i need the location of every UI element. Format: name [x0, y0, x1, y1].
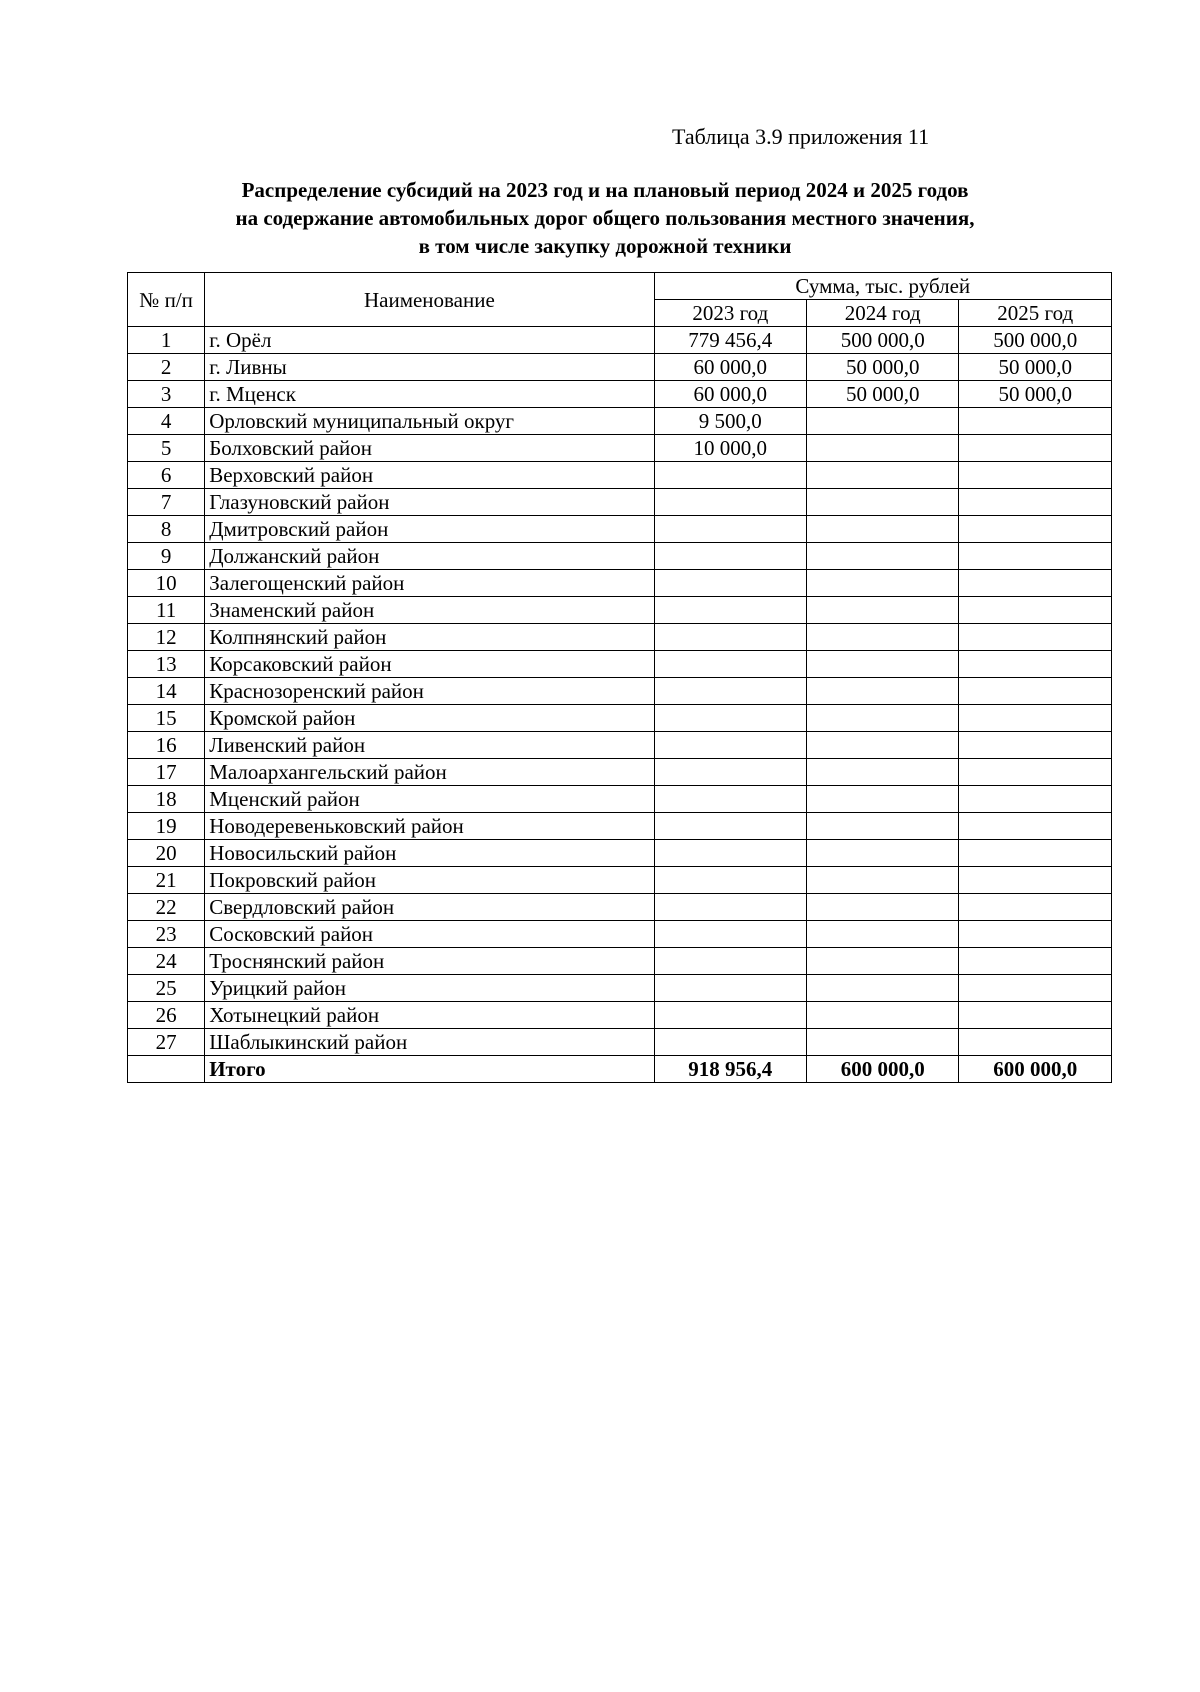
row-value-2024: [807, 840, 959, 867]
row-number: 18: [128, 786, 205, 813]
table-row: [128, 840, 1112, 867]
row-number: 15: [128, 705, 205, 732]
row-value-2023: [654, 705, 806, 732]
row-value-2025: [959, 705, 1112, 732]
row-number: 9: [128, 543, 205, 570]
row-value-2024: [807, 732, 959, 759]
row-value-2023: 60 000,0: [654, 381, 806, 408]
header-year-2025: 2025 год: [959, 300, 1112, 327]
row-value-2025: [959, 435, 1112, 462]
row-name: г. Ливны: [205, 354, 654, 381]
row-value-2025: [959, 678, 1112, 705]
table-row: [128, 975, 1112, 1002]
total-value-2024: 600 000,0: [807, 1056, 959, 1083]
row-value-2023: [654, 948, 806, 975]
row-number: 2: [128, 354, 205, 381]
row-value-2024: [807, 867, 959, 894]
row-value-2023: 10 000,0: [654, 435, 806, 462]
row-name: Дмитровский район: [205, 516, 654, 543]
row-value-2024: [807, 489, 959, 516]
table-row: [128, 921, 1112, 948]
row-value-2024: [807, 759, 959, 786]
row-name: Корсаковский район: [205, 651, 654, 678]
table-row: [128, 651, 1112, 678]
row-name: Болховский район: [205, 435, 654, 462]
row-value-2023: [654, 516, 806, 543]
appendix-reference: Таблица 3.9 приложения 11: [672, 124, 930, 149]
row-value-2024: [807, 570, 959, 597]
row-number: 16: [128, 732, 205, 759]
row-name: Кромской район: [205, 705, 654, 732]
row-name: Покровский район: [205, 867, 654, 894]
row-value-2025: [959, 462, 1112, 489]
row-value-2025: [959, 516, 1112, 543]
header-name: Наименование: [205, 273, 654, 327]
row-value-2023: 60 000,0: [654, 354, 806, 381]
document-title: [130, 176, 1080, 260]
header-num: № п/п: [128, 273, 205, 327]
row-number: 3: [128, 381, 205, 408]
row-value-2024: [807, 813, 959, 840]
table-row: [128, 354, 1112, 381]
row-name: Ливенский район: [205, 732, 654, 759]
row-number: 6: [128, 462, 205, 489]
row-number: 12: [128, 624, 205, 651]
table-body: [128, 327, 1112, 1083]
row-value-2024: [807, 705, 959, 732]
row-value-2024: [807, 597, 959, 624]
table-row: [128, 624, 1112, 651]
row-name: Глазуновский район: [205, 489, 654, 516]
row-value-2024: [807, 543, 959, 570]
table-row: [128, 705, 1112, 732]
subsidy-table: [127, 272, 1112, 1083]
row-value-2023: [654, 462, 806, 489]
table-row: [128, 813, 1112, 840]
table-row: [128, 732, 1112, 759]
row-number: 7: [128, 489, 205, 516]
row-name: Мценский район: [205, 786, 654, 813]
row-value-2023: [654, 975, 806, 1002]
row-value-2023: [654, 651, 806, 678]
row-value-2025: 500 000,0: [959, 327, 1112, 354]
row-name: Хотынецкий район: [205, 1002, 654, 1029]
row-value-2024: [807, 921, 959, 948]
row-value-2025: [959, 759, 1112, 786]
row-number: 26: [128, 1002, 205, 1029]
row-value-2024: [807, 624, 959, 651]
row-value-2023: [654, 894, 806, 921]
row-value-2025: [959, 921, 1112, 948]
table-row: [128, 894, 1112, 921]
row-value-2023: 779 456,4: [654, 327, 806, 354]
row-value-2023: [654, 786, 806, 813]
row-name: Колпнянский район: [205, 624, 654, 651]
row-number: 17: [128, 759, 205, 786]
row-number: 5: [128, 435, 205, 462]
row-name: Троснянский район: [205, 948, 654, 975]
table-row: [128, 408, 1112, 435]
row-value-2025: [959, 867, 1112, 894]
table-row: [128, 489, 1112, 516]
row-value-2023: [654, 624, 806, 651]
row-name: Новодеревеньковский район: [205, 813, 654, 840]
table-row: [128, 597, 1112, 624]
row-number: 19: [128, 813, 205, 840]
row-name: Малоархангельский район: [205, 759, 654, 786]
row-name: Орловский муниципальный округ: [205, 408, 654, 435]
row-value-2025: [959, 894, 1112, 921]
row-name: Краснозоренский район: [205, 678, 654, 705]
row-value-2025: [959, 597, 1112, 624]
header-year-2024: 2024 год: [807, 300, 959, 327]
row-number: 10: [128, 570, 205, 597]
row-value-2025: [959, 813, 1112, 840]
row-value-2024: 500 000,0: [807, 327, 959, 354]
row-value-2025: [959, 975, 1112, 1002]
row-number: 1: [128, 327, 205, 354]
row-number: 4: [128, 408, 205, 435]
row-value-2024: [807, 1002, 959, 1029]
row-value-2023: [654, 570, 806, 597]
row-value-2025: [959, 570, 1112, 597]
title-line: в том числе закупку дорожной техники: [418, 234, 792, 258]
row-name: Сосковский район: [205, 921, 654, 948]
row-name: Залегощенский район: [205, 570, 654, 597]
row-value-2024: [807, 408, 959, 435]
row-value-2023: [654, 543, 806, 570]
total-value-2023: 918 956,4: [654, 1056, 806, 1083]
table-row: [128, 327, 1112, 354]
row-number: 8: [128, 516, 205, 543]
row-name: Знаменский район: [205, 597, 654, 624]
row-value-2025: [959, 948, 1112, 975]
total-number: [128, 1056, 205, 1083]
row-name: Шаблыкинский район: [205, 1029, 654, 1056]
row-value-2025: [959, 408, 1112, 435]
total-value-2025: 600 000,0: [959, 1056, 1112, 1083]
row-value-2023: [654, 1029, 806, 1056]
row-value-2024: [807, 678, 959, 705]
row-number: 14: [128, 678, 205, 705]
row-value-2023: [654, 489, 806, 516]
row-value-2023: [654, 813, 806, 840]
row-value-2025: [959, 1029, 1112, 1056]
row-number: 22: [128, 894, 205, 921]
row-value-2025: [959, 732, 1112, 759]
row-value-2024: [807, 948, 959, 975]
row-number: 23: [128, 921, 205, 948]
row-number: 27: [128, 1029, 205, 1056]
title-line: Распределение субсидий на 2023 год и на плановый период 2024 и 2025 годов: [241, 178, 969, 202]
table-header: [128, 273, 1112, 327]
row-name: Новосильский район: [205, 840, 654, 867]
row-value-2025: [959, 624, 1112, 651]
row-value-2024: [807, 1029, 959, 1056]
row-name: г. Орёл: [205, 327, 654, 354]
table-row: [128, 543, 1112, 570]
row-name: г. Мценск: [205, 381, 654, 408]
row-value-2023: [654, 867, 806, 894]
row-value-2023: [654, 1002, 806, 1029]
row-value-2025: [959, 543, 1112, 570]
row-value-2023: [654, 759, 806, 786]
row-value-2023: 9 500,0: [654, 408, 806, 435]
header-sum: Сумма, тыс. рублей: [654, 273, 1111, 300]
row-number: 24: [128, 948, 205, 975]
table-row: [128, 948, 1112, 975]
row-value-2024: [807, 975, 959, 1002]
total-row: [128, 1056, 1112, 1083]
row-value-2025: [959, 840, 1112, 867]
row-name: Должанский район: [205, 543, 654, 570]
row-value-2025: [959, 651, 1112, 678]
row-value-2024: [807, 516, 959, 543]
row-value-2025: [959, 786, 1112, 813]
table-row: [128, 381, 1112, 408]
row-value-2024: 50 000,0: [807, 354, 959, 381]
table-row: [128, 516, 1112, 543]
table-row: [128, 462, 1112, 489]
row-value-2024: [807, 786, 959, 813]
row-value-2024: [807, 651, 959, 678]
row-name: Свердловский район: [205, 894, 654, 921]
row-value-2024: [807, 462, 959, 489]
row-name: Урицкий район: [205, 975, 654, 1002]
row-value-2025: 50 000,0: [959, 381, 1112, 408]
row-value-2023: [654, 921, 806, 948]
row-number: 25: [128, 975, 205, 1002]
row-number: 20: [128, 840, 205, 867]
row-value-2023: [654, 840, 806, 867]
total-label: Итого: [205, 1056, 654, 1083]
row-value-2023: [654, 732, 806, 759]
row-name: Верховский район: [205, 462, 654, 489]
table-row: [128, 1029, 1112, 1056]
table-row: [128, 759, 1112, 786]
table-row: [128, 435, 1112, 462]
title-line: на содержание автомобильных дорог общего пользования местного значения,: [235, 206, 975, 230]
row-value-2025: [959, 489, 1112, 516]
table-row: [128, 678, 1112, 705]
row-value-2024: [807, 894, 959, 921]
table-row: [128, 570, 1112, 597]
header-year-2023: 2023 год: [654, 300, 806, 327]
row-value-2025: 50 000,0: [959, 354, 1112, 381]
row-number: 13: [128, 651, 205, 678]
row-number: 11: [128, 597, 205, 624]
row-value-2024: 50 000,0: [807, 381, 959, 408]
table-row: [128, 786, 1112, 813]
row-number: 21: [128, 867, 205, 894]
table-row: [128, 867, 1112, 894]
table-row: [128, 1002, 1112, 1029]
row-value-2024: [807, 435, 959, 462]
row-value-2023: [654, 597, 806, 624]
row-value-2025: [959, 1002, 1112, 1029]
row-value-2023: [654, 678, 806, 705]
